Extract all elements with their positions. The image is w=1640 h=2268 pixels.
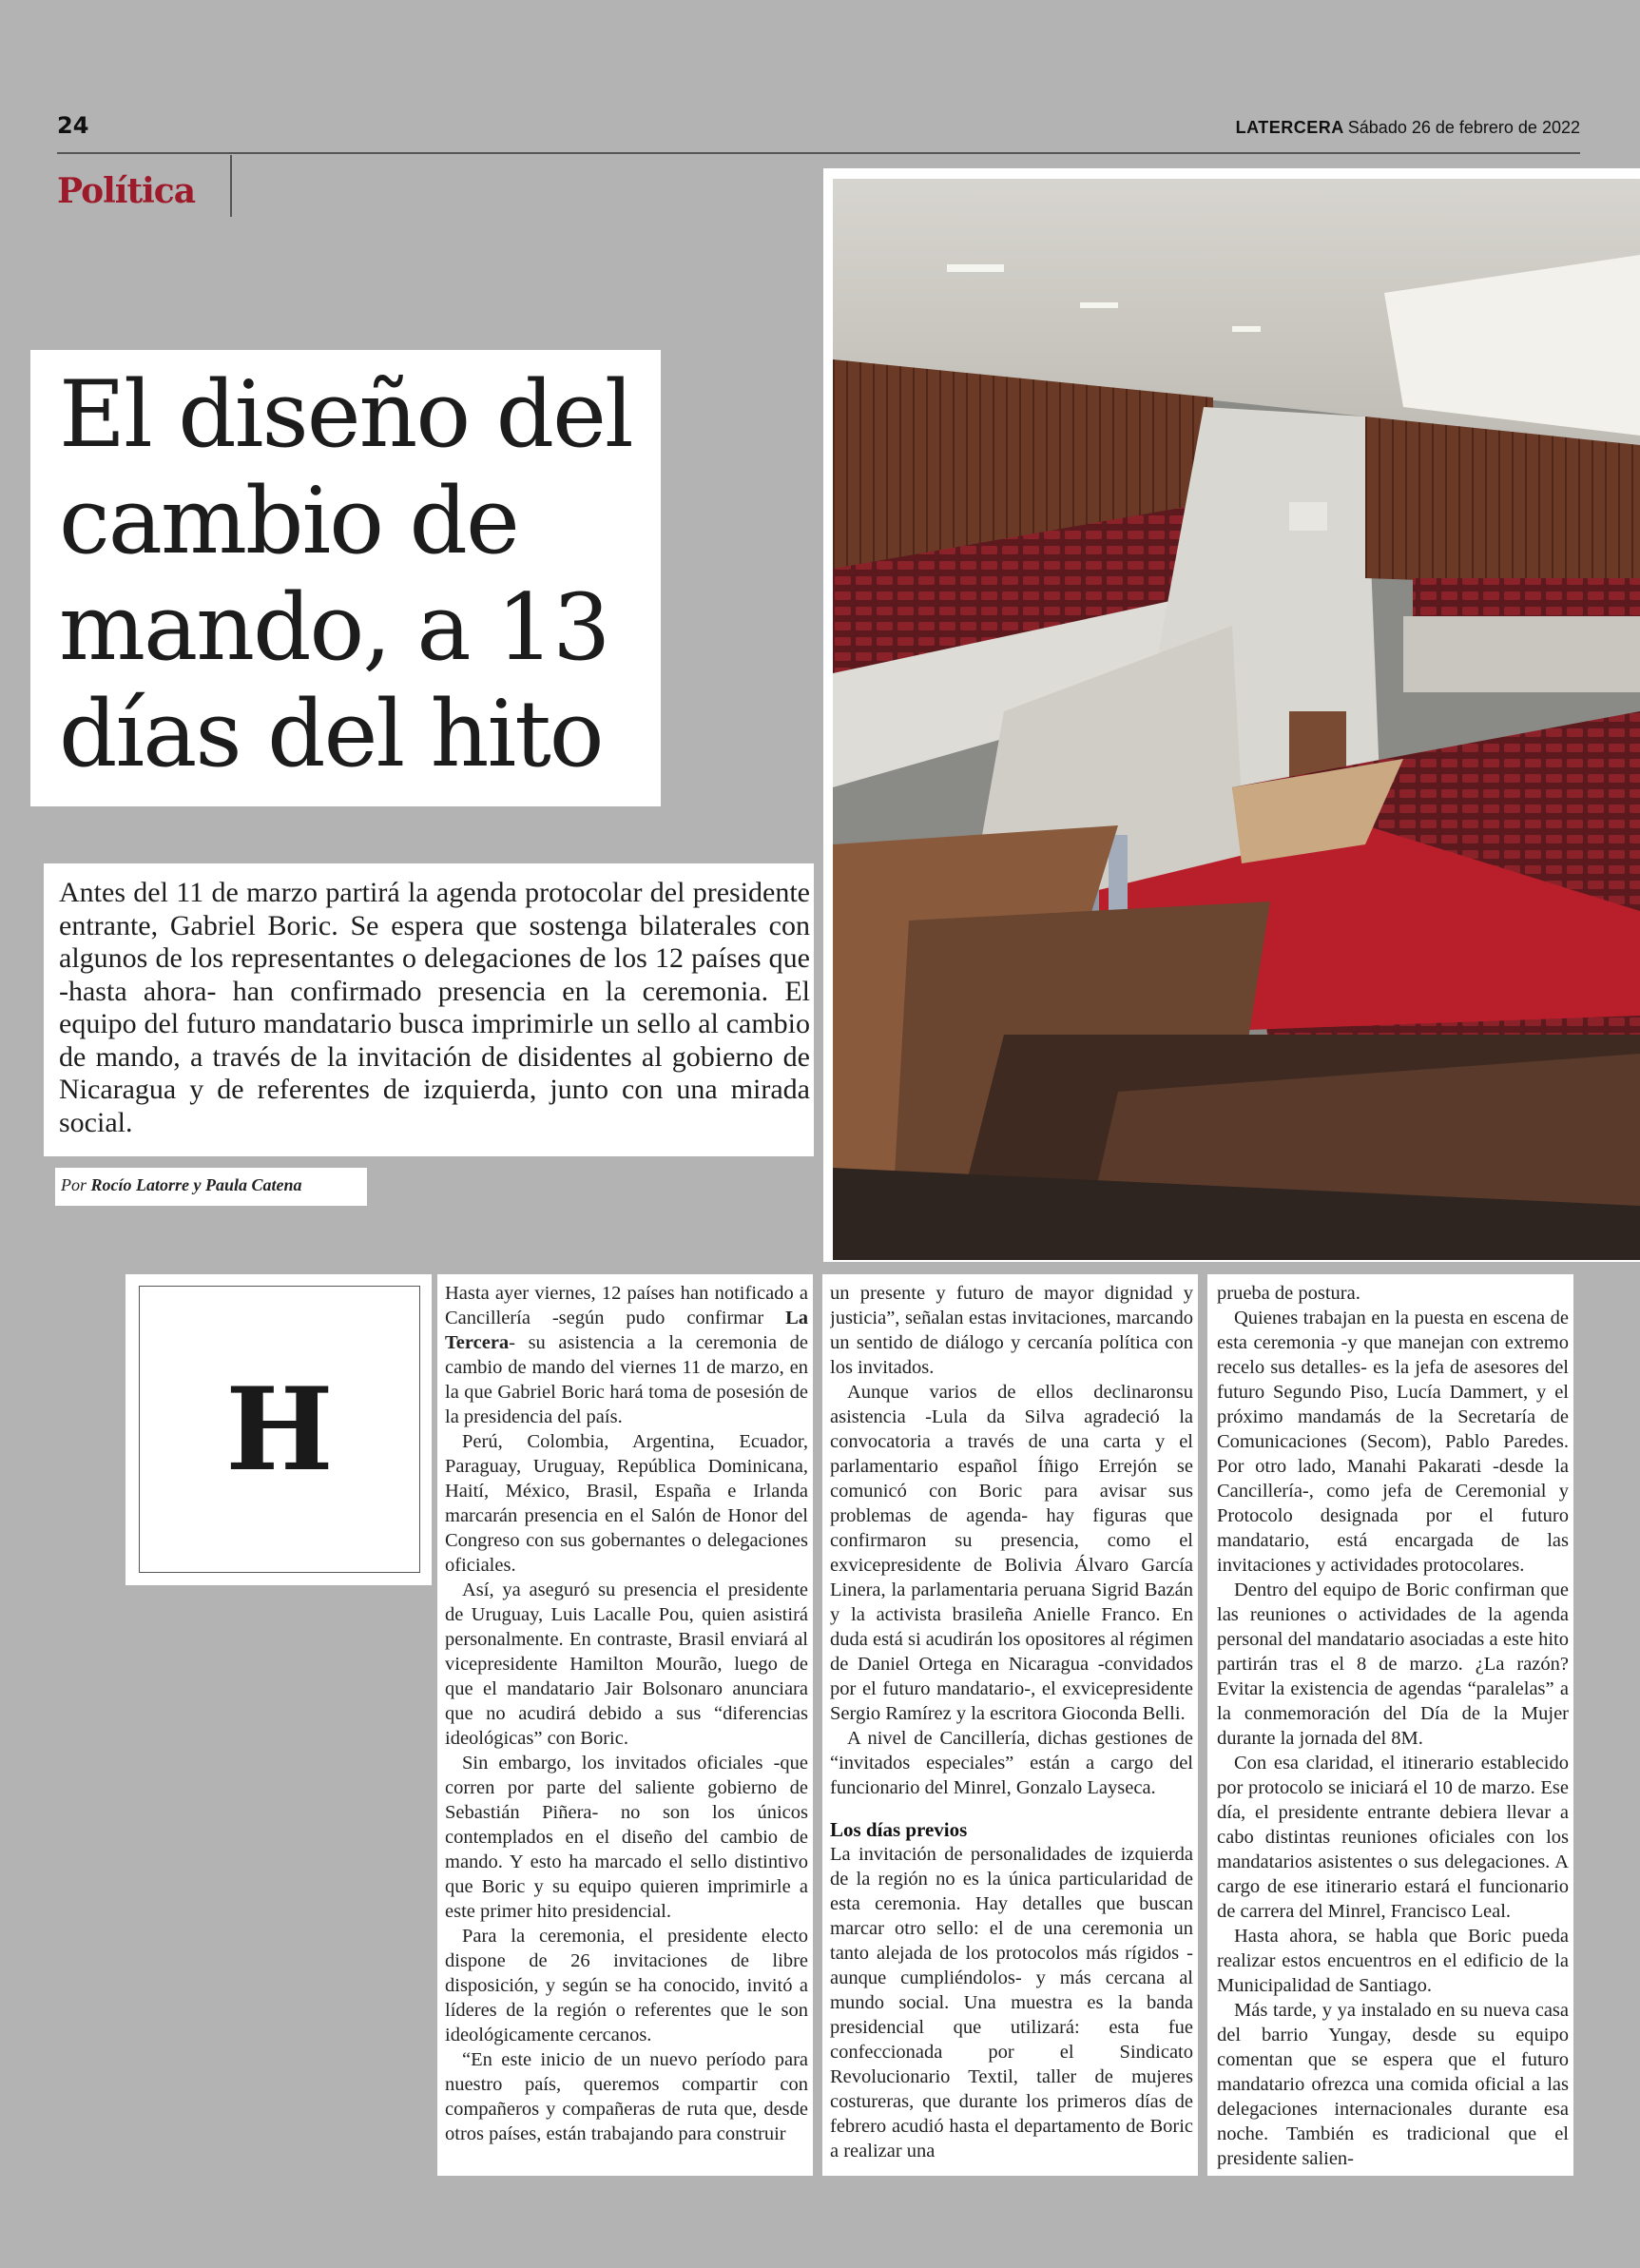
header-rule	[57, 152, 1580, 154]
article-paragraph: Perú, Colombia, Argentina, Ecuador, Paraguay, Uruguay, República Dominicana, Haití, México, Brasil, España e Irlanda marcarán presencia en el Salón de Honor del Congreso con sus gobernantes o delegaciones oficiales.	[445, 1431, 808, 1576]
article-paragraph: prueba de postura.	[1217, 1283, 1360, 1304]
article-paragraph: La invitación de personalidades de izquierda de la región no es la única particularidad de esta ceremonia. Hay detalles que buscan marcar otro sello: el de una ceremonia un tanto alejada de los protocolos más rígidos -aunque cumpliéndolos- y más cercana al mundo social. Una muestra es la banda presidencial que utilizará: esta fue confeccionada por el Sindicato Revolucionario Textil, taller de mujeres costureras, que durante los primeros días de febrero acudió hasta el departamento de Boric a realizar una	[830, 1844, 1193, 2161]
section-title: Política	[57, 171, 196, 211]
article-paragraph: Hasta ahora, se habla que Boric pueda realizar estos encuentros en el edificio de la Municipalidad de Santiago.	[1217, 1926, 1569, 1996]
masthead	[1236, 118, 1580, 138]
drop-initial: H	[225, 1362, 334, 1497]
article-paragraph: Para la ceremonia, el presidente electo dispone de 26 invitaciones de libre disposición, y según se ha conocido, invitó a líderes de la región o referentes que le son ideológicamente cercanos.	[445, 1926, 808, 2045]
article-column-1	[445, 1281, 808, 2173]
byline	[61, 1175, 302, 1195]
article-paragraph: un presente y futuro de mayor dignidad y justicia”, señalan estas invitaciones, marcando un sentido de diálogo y cercanía política con los invitados.	[830, 1283, 1193, 1378]
article-column-2	[830, 1281, 1193, 2173]
subheading: Los días previos	[830, 1818, 968, 1841]
article-paragraph: Quienes trabajan en la puesta en escena de esta ceremonia -y que manejan con extremo recelo sus detalles- es la jefa de asesores del futuro Segundo Piso, Lucía Dammert, y el próximo mandamás de la Secretaría de Comunicaciones (Secom), Pablo Paredes. Por otro lado, Manahi Pakarati -desde la Cancillería-, como jefa de Ceremonial y Protocolo designada por el futuro mandatario, está encargada de las invitaciones y actividades protocolares.	[1217, 1308, 1569, 1576]
byline-authors: Rocío Latorre y Paula Catena	[90, 1175, 302, 1194]
section-divider	[230, 155, 232, 217]
paragraph-text: - su asistencia a la ceremonia de cambio de mando del viernes 11 de marzo, en la que Gabriel Boric hará toma de posesión de la presidencia del país.	[445, 1332, 808, 1427]
byline-prefix: Por	[61, 1175, 87, 1194]
auditorium-photo	[833, 179, 1640, 1260]
paragraph-text: Hasta ayer viernes, 12 países han notificado a Cancillería -según pudo confirmar	[445, 1283, 808, 1328]
article-paragraph: “En este inicio de un nuevo período para nuestro país, queremos compartir con compañeros y compañeras de ruta que, desde otros países, están trabajando para construir	[445, 2049, 808, 2144]
article-paragraph: Dentro del equipo de Boric confirman que las reuniones o actividades de la agenda personal del mandatario asociadas a este hito partirán tras el 8 de marzo. ¿La razón? Evitar la existencia de agendas “paralelas” a la conmemoración del Día de la Mujer durante la jornada del 8M.	[1217, 1580, 1569, 1749]
brand-name: LATERCERA	[1235, 118, 1344, 137]
article-paragraph: Así, ya aseguró su presencia el presidente de Uruguay, Luis Lacalle Pou, quien asistirá personalmente. En contraste, Brasil enviará al vicepresidente Hamilton Mourão, luego de que el mandatario Jair Bolsonaro anunciara que no acudirá debido a sus “diferencias ideológicas” con Boric.	[445, 1580, 808, 1749]
article-paragraph: Con esa claridad, el itinerario establecido por protocolo se iniciará el 10 de marzo. Ese día, el presidente entrante debiera llevar a cabo distintas reuniones oficiales con los mandatarios asistentes o sus delegaciones. A cargo de ese itinerario estará el funcionario de carrera del Minrel, Francisco Leal.	[1217, 1753, 1569, 1922]
article-paragraph: Aunque varios de ellos declinaronsu asistencia -Lula da Silva agradeció la convocatoria a través de una carta y el parlamentario español Íñigo Errejón se comunicó con Boric para avisar sus problemas de agenda- hay figuras que confirmaron su presencia, como el exvicepresidente de Bolivia Álvaro García Linera, la parlamentaria peruana Sigrid Bazán y la activista brasileña Anielle Franco. En duda está si acudirán los opositores al régimen de Daniel Ortega en Nicaragua -convidados por el futuro mandatario-, el exvicepresidente Sergio Ramírez y la escritora Gioconda Belli.	[830, 1382, 1193, 1724]
headline: El diseño del cambio de mando, a 13 días del hito	[59, 361, 632, 787]
article-paragraph: Más tarde, y ya instalado en su nueva casa del barrio Yungay, desde su equipo comentan que se espera que el futuro mandatario ofrezca una comida oficial a las delegaciones internacionales durante esa noche. También es tradicional que el presidente salien-	[1217, 2000, 1569, 2169]
article-paragraph: Sin embargo, los invitados oficiales -que corren por parte del saliente gobierno de Sebastián Piñera- no son los únicos contemplados en el diseño del cambio de mando. Y esto ha marcado el sello distintivo que Boric y su equipo quieren imprimirle a este primer hito presidencial.	[445, 1753, 808, 1922]
publication-name: La Tercera	[445, 1308, 808, 1353]
page-number: 24	[57, 112, 89, 139]
article-paragraph	[445, 1281, 808, 1429]
article-paragraph: A nivel de Cancillería, dichas gestiones de “invitados especiales” están a cargo del funcionario del Minrel, Gonzalo Layseca.	[830, 1728, 1193, 1798]
issue-date: Sábado 26 de febrero de 2022	[1347, 118, 1580, 137]
article-column-3	[1217, 1281, 1569, 2173]
lead-paragraph: Antes del 11 de marzo partirá la agenda protocolar del presidente entrante, Gabriel Boric. Se espera que sostenga bilaterales con algunos de los representantes o delegaciones de los 12 países que -hasta ahora- han confirmado presencia en la ceremonia. El equipo del futuro mandatario busca imprimirle un sello al cambio de mando, a través de la invitación de disidentes al gobierno de Nicaragua y de referentes de izquierda, junto con una mirada social.	[59, 877, 810, 1138]
